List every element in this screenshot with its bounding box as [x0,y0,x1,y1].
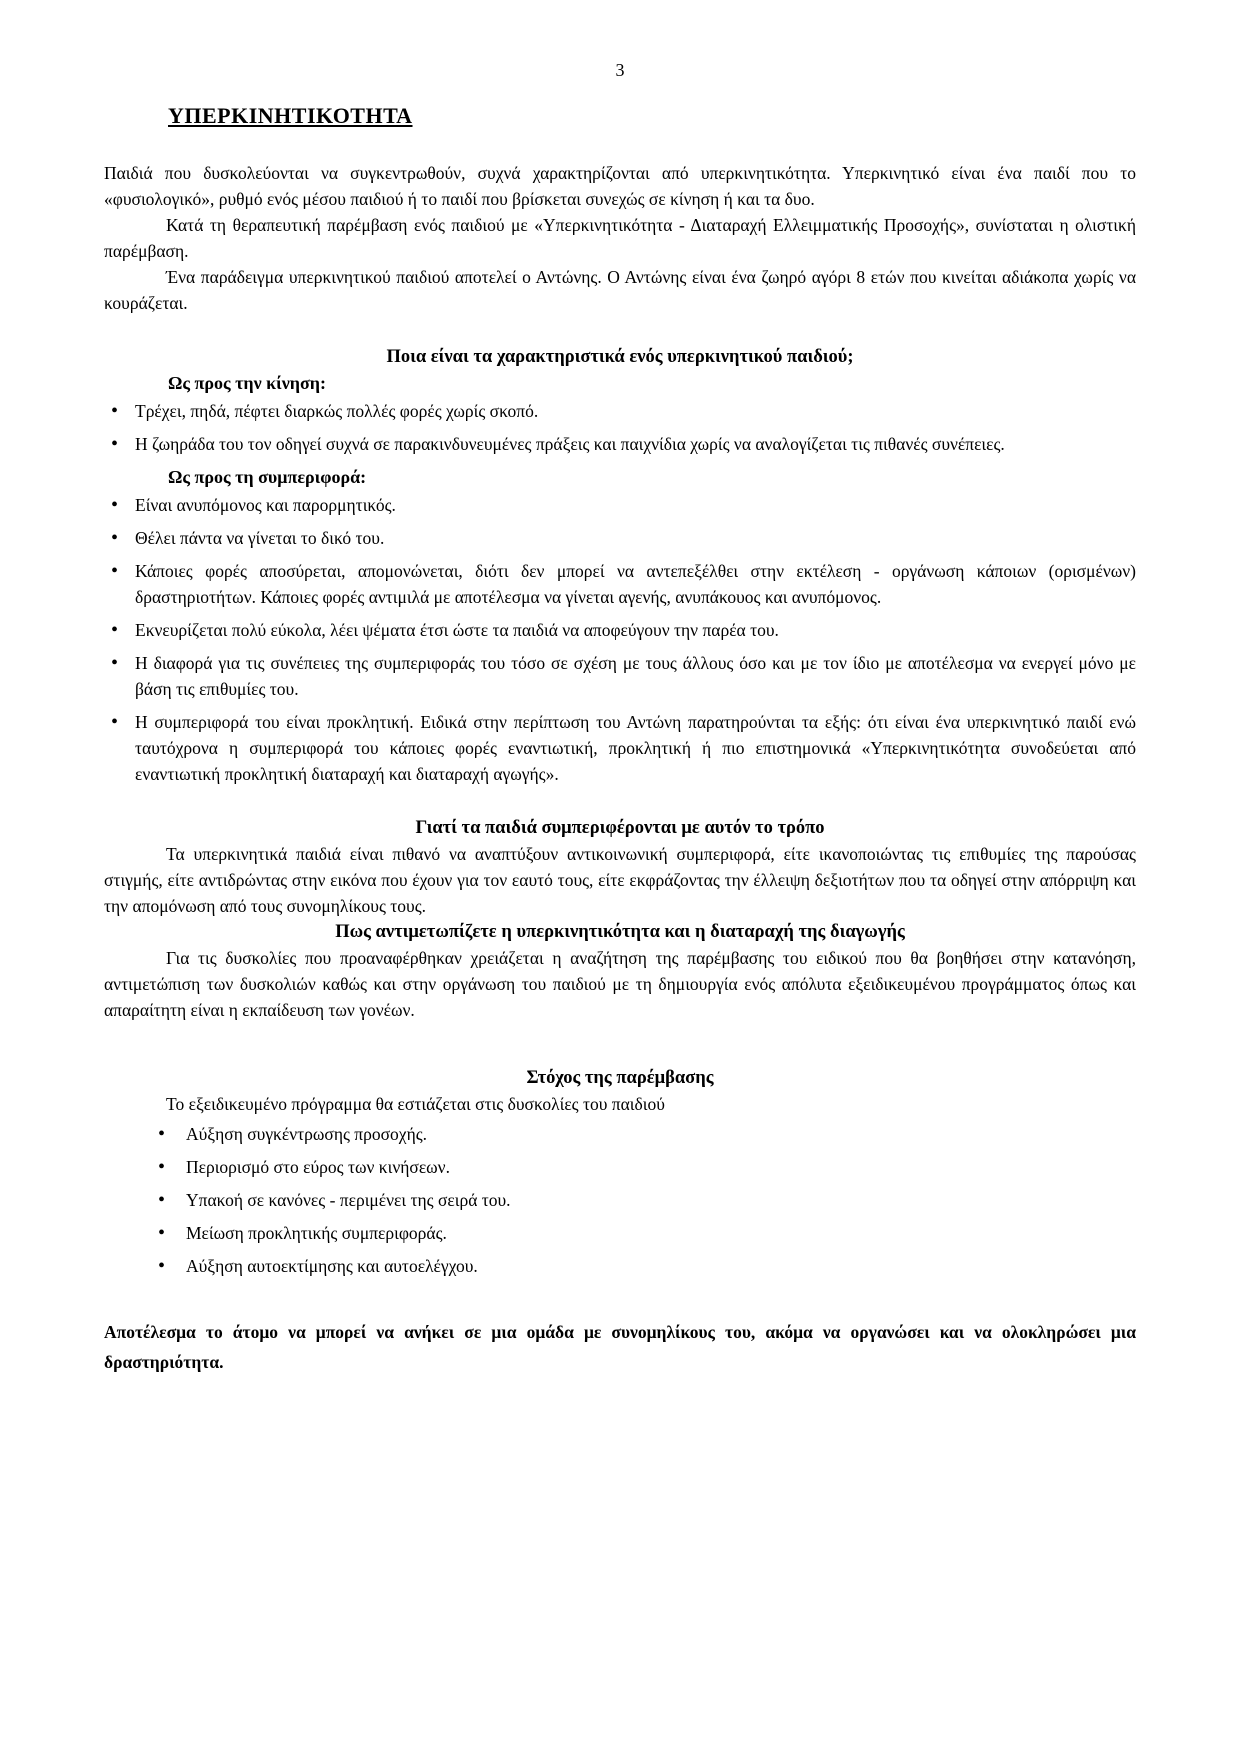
goal-bullet-list [144,1121,1136,1279]
goal-heading: Στόχος της παρέμβασης [526,1068,714,1088]
document-title: ΥΠΕΡΚΙΝΗΤΙΚΟΤΗΤΑ [168,103,413,128]
list-item: • Περιορισμό στο εύρος των κινήσεων. [144,1154,1136,1180]
list-item: • Μείωση προκλητικής συμπεριφοράς. [144,1220,1136,1246]
motion-subheading: Ως προς την κίνηση: [168,373,327,393]
characteristics-heading: Ποια είναι τα χαρακτηριστικά ενός υπερκινητικού παιδιού; [386,347,854,367]
list-item: • Η συμπεριφορά του είναι προκλητική. Ειδικά στην περίπτωση του Αντώνη παρατηρούνται τα εξής: ότι είναι ένα υπερκινητικό παιδί ενώ ταυτόχρονα η συμπεριφορά του κάποιες φορές εναντιωτική, προκλητική ή πιο επιστημονικά «Υπερκινητικότητα συνοδεύεται από εναντιωτική προκλητική διαταραχή και διαταραχή αγωγής». [104,709,1136,787]
why-heading: Γιατί τα παιδιά συμπεριφέρονται με αυτόν το τρόπο [415,818,825,838]
conclusion-paragraph: Αποτέλεσμα το άτομο να μπορεί να ανήκει σε μια ομάδα με συνομηλίκους του, ακόμα να οργανώσει και να ολοκληρώσει μια δραστηριότητα. [104,1322,1136,1372]
behavior-subheading: Ως προς τη συμπεριφορά: [168,467,367,487]
why-paragraph: Τα υπερκινητικά παιδιά είναι πιθανό να αναπτύξουν αντικοινωνική συμπεριφορά, είτε ικανοποιώντας τις επιθυμίες της παρούσας στιγμής, είτε αντιδρώντας στην εικόνα που έχουν για τον εαυτό τους, είτε εκφράζοντας την έλλειψη δεξιοτήτων που τα οδηγεί στην απόρριψη και την απομόνωση από τους συνομηλίκους τους. [104,844,1136,916]
behavior-bullet-list [104,492,1136,787]
page-number: 3 [615,60,625,80]
list-item: • Εκνευρίζεται πολύ εύκολα, λέει ψέματα έτσι ώστε τα παιδιά να αποφεύγουν την παρέα του. [104,617,1136,643]
why-section [104,815,1136,919]
goal-lead: Το εξειδικευμένο πρόγραμμα θα εστιάζεται στις δυσκολίες του παιδιού [166,1094,665,1114]
intro-paragraph-2: Κατά τη θεραπευτική παρέμβαση ενός παιδιού με «Υπερκινητικότητα - Διαταραχή Ελλειμματικής Προσοχής», συνίσταται η ολιστική παρέμβαση. [104,215,1136,261]
intro-paragraph-3: Ένα παράδειγμα υπερκινητικού παιδιού αποτελεί ο Αντώνης. Ο Αντώνης είναι ένα ζωηρό αγόρι 8 ετών που κινείται αδιάκοπα χωρίς να κουράζεται. [104,267,1136,313]
treatment-section [104,919,1136,1023]
list-item: • Τρέχει, πηδά, πέφτει διαρκώς πολλές φορές χωρίς σκοπό. [104,398,1136,424]
treatment-heading: Πως αντιμετωπίζετε η υπερκινητικότητα και η διαταραχή της διαγωγής [335,922,905,942]
list-item: • Κάποιες φορές αποσύρεται, απομονώνεται, διότι δεν μπορεί να αντεπεξέλθει στην εκτέλεση - οργάνωση κάποιων (ορισμένων) δραστηριοτήτων. Κάποιες φορές αντιμιλά με αποτέλεσμα να γίνεται αγενής, ανυπάκουος και ανυπόμονος. [104,558,1136,610]
motion-bullet-list [104,398,1136,457]
list-item: • Αύξηση αυτοεκτίμησης και αυτοελέγχου. [144,1253,1136,1279]
intro-paragraph-1: Παιδιά που δυσκολεύονται να συγκεντρωθούν, συχνά χαρακτηρίζονται από υπερκινητικότητα. Υπερκινητικό είναι ένα παιδί που το «φυσιολογικό», ρυθμό ενός μέσου παιδιού ή το παιδί που βρίσκεται συνεχώς σε κίνηση ή και τα δυο. [104,163,1136,209]
list-item: • Αύξηση συγκέντρωσης προσοχής. [144,1121,1136,1147]
list-item: • Θέλει πάντα να γίνεται το δικό του. [104,525,1136,551]
list-item: • Είναι ανυπόμονος και παρορμητικός. [104,492,1136,518]
characteristics-section [104,344,1136,787]
list-item: • Η ζωηράδα του τον οδηγεί συχνά σε παρακινδυνευμένες πράξεις και παιχνίδια χωρίς να αναλογίζεται τις πιθανές συνέπειες. [104,431,1136,457]
treatment-paragraph: Για τις δυσκολίες που προαναφέρθηκαν χρειάζεται η αναζήτηση της παρέμβασης του ειδικού που θα βοηθήσει στην κατανόηση, αντιμετώπιση των δυσκολιών καθώς και στην οργάνωση του παιδιού με τη δημιουργία ενός απόλυτα εξειδικευμένου προγράμματος όπως και απαραίτητη είναι η εκπαίδευση των γονέων. [104,948,1136,1020]
list-item: • Υπακοή σε κανόνες - περιμένει της σειρά του. [144,1187,1136,1213]
list-item: • Η διαφορά για τις συνέπειες της συμπεριφοράς του τόσο σε σχέση με τους άλλους όσο και με τον ίδιο με αποτέλεσμα να ενεργεί μόνο με βάση τις επιθυμίες του. [104,650,1136,702]
goal-section [104,1065,1136,1279]
intro-section [104,160,1136,316]
